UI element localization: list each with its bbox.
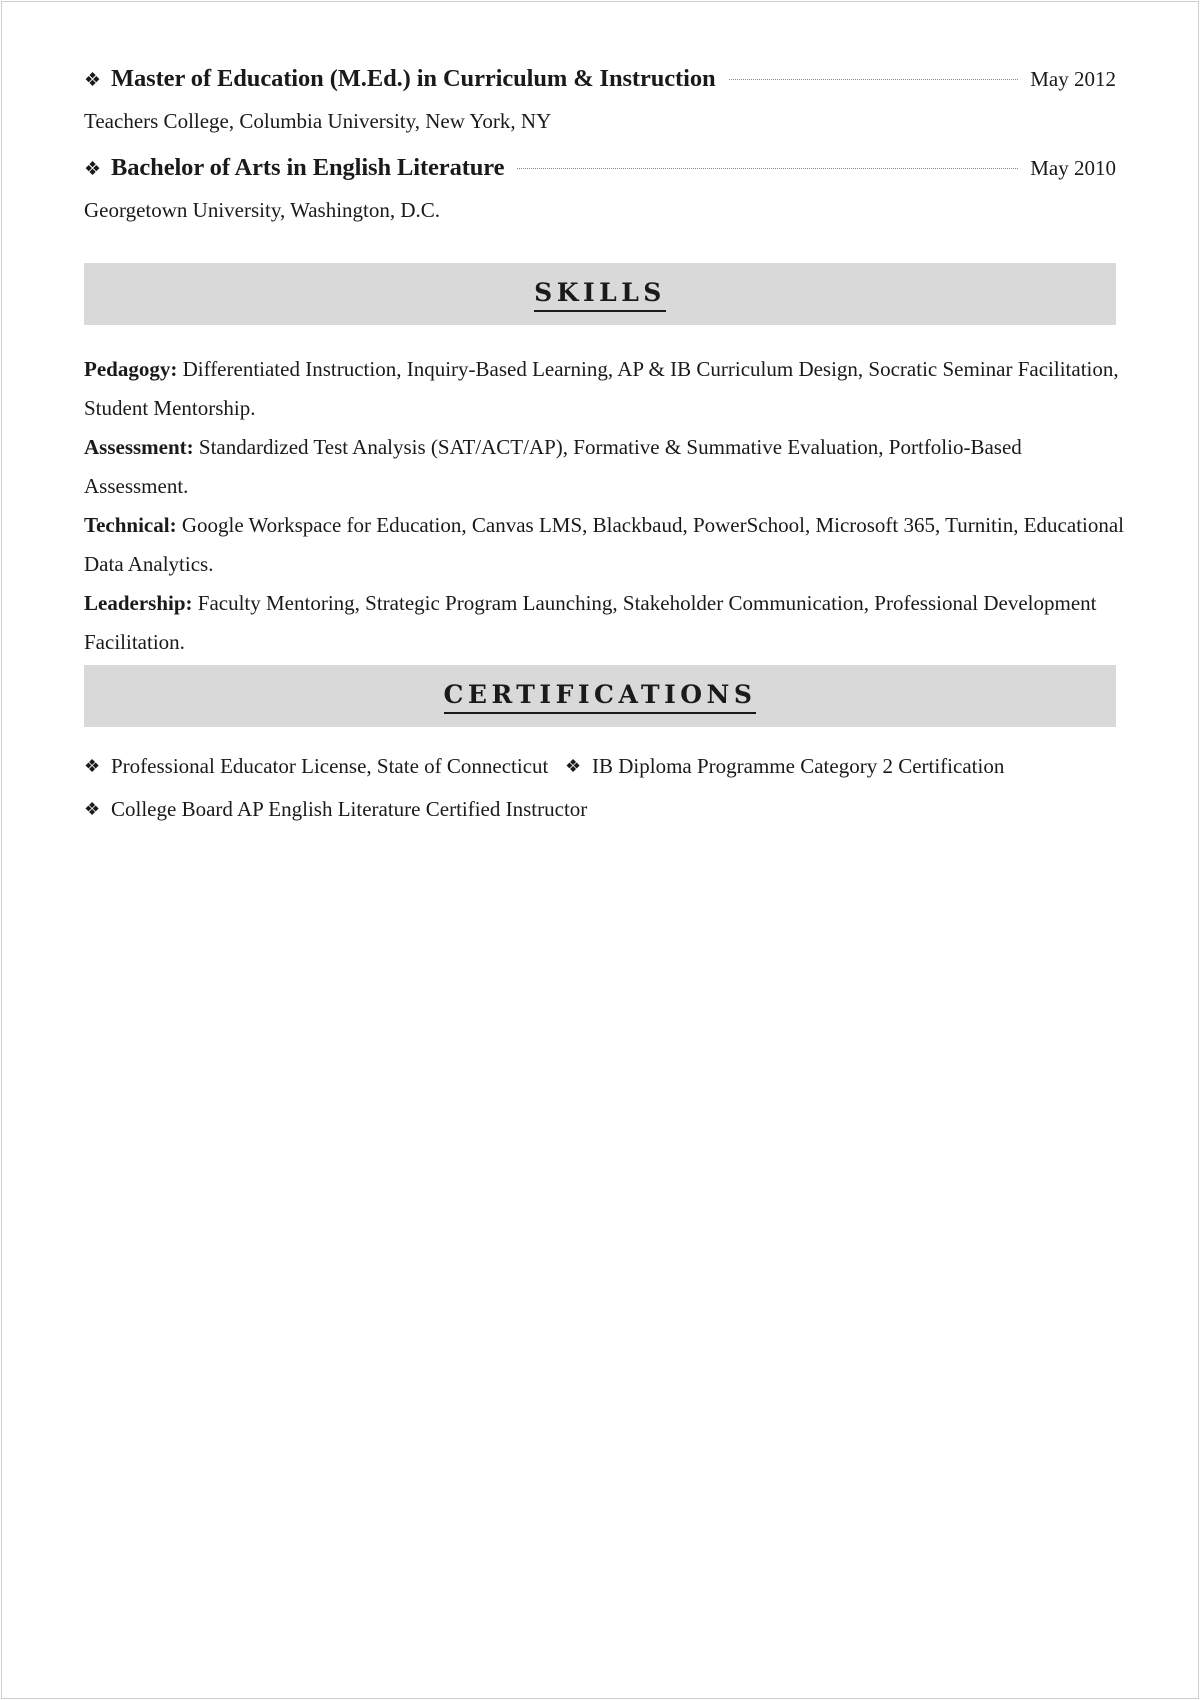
skill-text: Differentiated Instruction, Inquiry-Based Learning, AP & IB Curriculum Design, Socratic Seminar Facilitation, Student Mentorship.: [84, 357, 1119, 420]
skill-label: Assessment:: [84, 435, 194, 459]
cert-item: [565, 754, 1004, 779]
section-title: CERTIFICATIONS: [444, 680, 757, 714]
graduation-date: May 2010: [1030, 156, 1116, 180]
skills-list: [84, 350, 1124, 662]
school-name: Georgetown University, Washington, D.C.: [84, 198, 441, 222]
skills-section-header: [84, 263, 1116, 325]
graduation-date: May 2012: [1030, 67, 1116, 91]
cert-item: [84, 754, 565, 779]
skill-text: Google Workspace for Education, Canvas LMS, Blackbaud, PowerSchool, Microsoft 365, Turnitin, Educational Data Analytics.: [84, 513, 1125, 576]
education-entry: [84, 154, 1116, 228]
resume-page: [1, 1, 1199, 1699]
diamond-bullet-icon: ❖: [84, 70, 102, 91]
skill-line: [84, 350, 1124, 428]
degree-title: Master of Education (M.Ed.) in Curriculum & Instruction: [111, 65, 716, 92]
skill-label: Pedagogy:: [84, 357, 178, 381]
skill-text: Faculty Mentoring, Strategic Program Launching, Stakeholder Communication, Professional Development Facilitation.: [84, 591, 1097, 654]
diamond-bullet-icon: ❖: [565, 756, 582, 776]
dotted-leader: [517, 168, 1018, 169]
certifications-section-header: [84, 665, 1116, 727]
cert-text: IB Diploma Programme Category 2 Certification: [592, 754, 1005, 778]
education-entry: [84, 65, 1116, 139]
cert-item: [84, 797, 587, 822]
section-title: SKILLS: [534, 278, 666, 312]
dotted-leader: [729, 79, 1019, 80]
cert-text: Professional Educator License, State of Connecticut: [111, 754, 549, 778]
diamond-bullet-icon: ❖: [84, 756, 101, 776]
diamond-bullet-icon: ❖: [84, 159, 102, 180]
skill-line: [84, 428, 1124, 506]
diamond-bullet-icon: ❖: [84, 799, 101, 819]
cert-text: College Board AP English Literature Certified Instructor: [111, 797, 588, 821]
skill-text: Standardized Test Analysis (SAT/ACT/AP), Formative & Summative Evaluation, Portfolio-Based Assessment.: [84, 435, 1022, 498]
skill-label: Leadership:: [84, 591, 193, 615]
school-name: Teachers College, Columbia University, New York, NY: [84, 109, 552, 133]
certifications-list: [84, 745, 1116, 831]
cert-row: [84, 745, 1116, 788]
degree-title: Bachelor of Arts in English Literature: [111, 154, 505, 181]
skill-label: Technical:: [84, 513, 177, 537]
cert-row: [84, 788, 1116, 831]
skill-line: [84, 506, 1124, 584]
skill-line: [84, 584, 1124, 662]
